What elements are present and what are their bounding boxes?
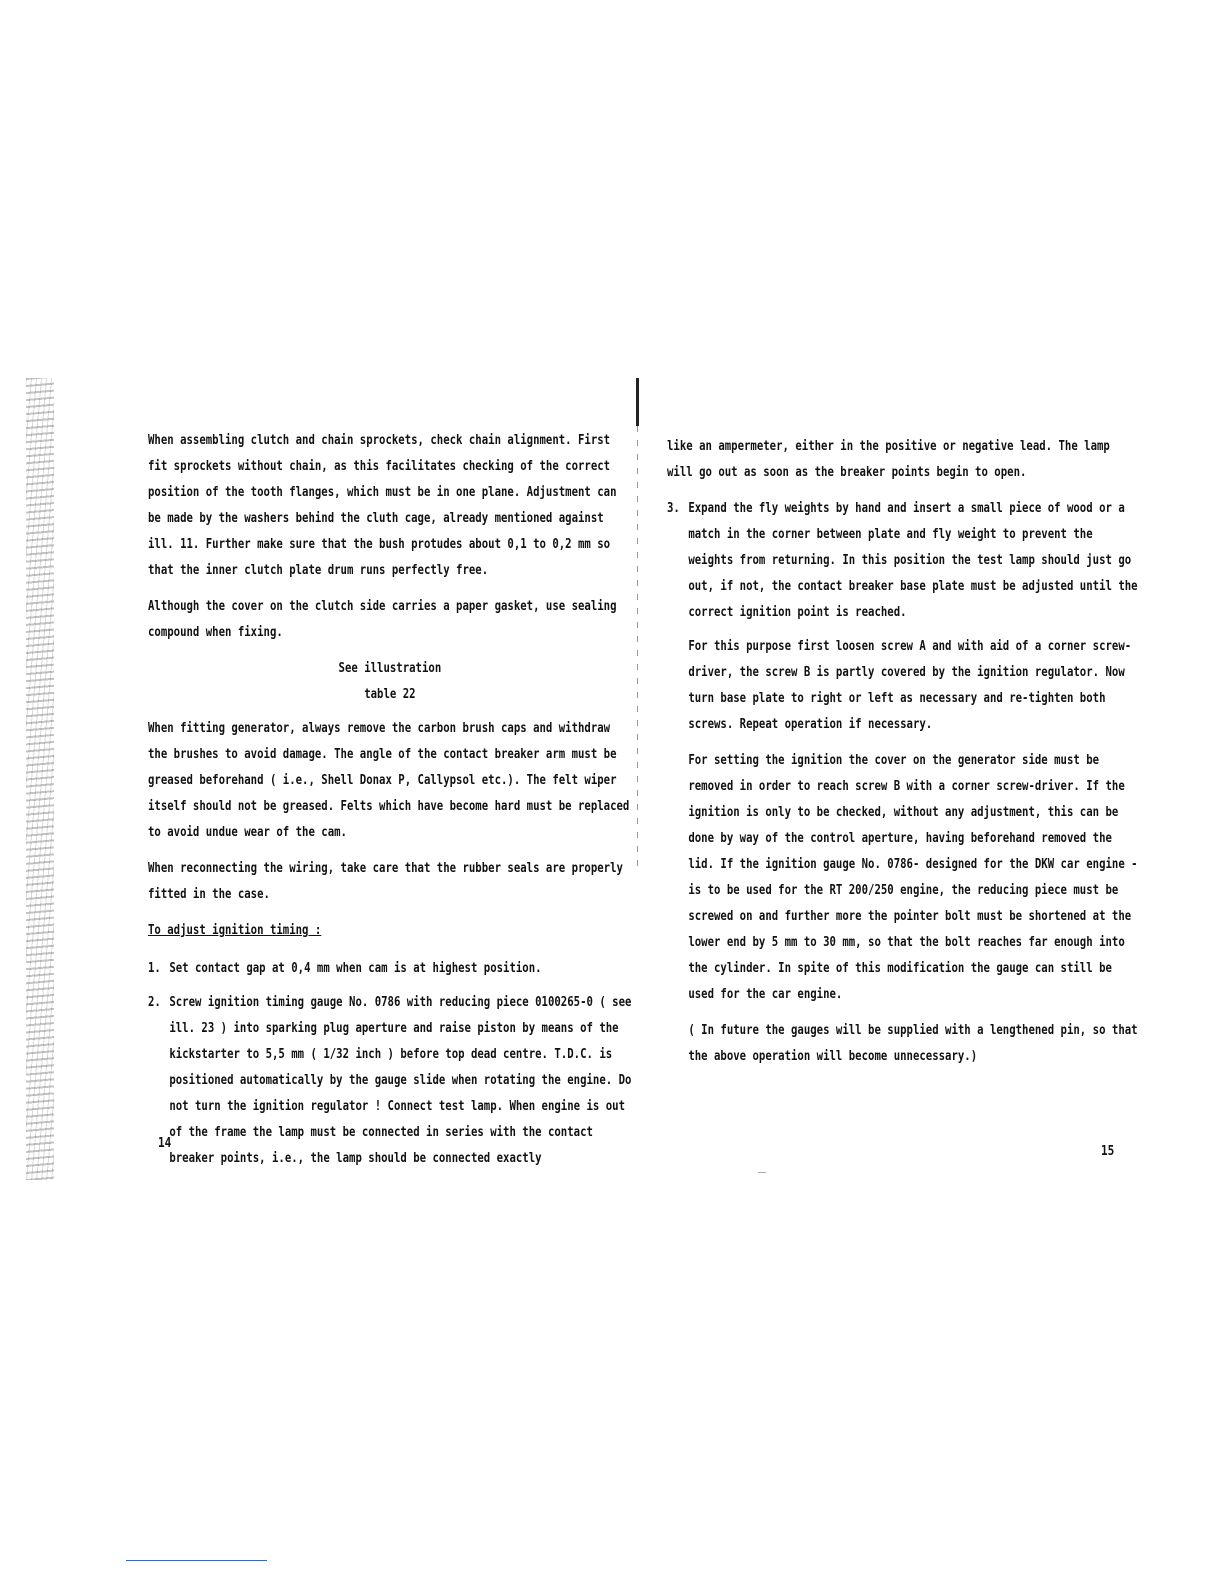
see-illustration: See illustration [338, 661, 442, 676]
step-text: Set contact gap at 0,4 mm when cam is at highest position. [169, 961, 542, 976]
section-heading-ignition-timing: To adjust ignition timing : [148, 923, 322, 938]
paragraph-screw-adjustment: For this purpose first loosen screw A and with aid of a corner screw-driver, the screw B is partly covered by the ignition regulator. Now turn base plate to right or left as necessary and re-tighten both screws. Repeat operation if necessary. [688, 639, 1132, 732]
step-3 [667, 496, 1141, 626]
page-number-right: 15 [1101, 1144, 1115, 1159]
right-page-text [667, 434, 1141, 1080]
paragraph-clutch-assembly: When assembling clutch and chain sprockets, check chain alignment. First fit sprockets without chain, as this facilitates checking of the correct position of the tooth flanges, which must be in one plane. Adjustment can be made by the washers behind the cluth cage, already mentioned against ill. 11. Further make sure that the bush protudes about 0,1 to 0,2 mm so that the inner clutch plate drum runs perfectly free. [148, 433, 617, 578]
step-number: 2. [148, 995, 161, 1010]
paragraph-generator-fitting: When fitting generator, always remove the carbon brush caps and withdraw the brushes to avoid damage. The angle of the contact breaker arm must be greased beforehand ( i.e., Shell Donax P, Callypsol etc.). The felt wiper itself should not be greased. Felts which have become hard must be replaced to avoid undue wear of the cam. [148, 721, 630, 840]
paragraph-cover-gasket: Although the cover on the clutch side carries a paper gasket, use sealing compound when fixing. [148, 599, 617, 640]
step-text: Expand the fly weights by hand and insert a small piece of wood or a match in the corner between plate and fly weight to prevent the weights from returning. In this position the test lamp should just go out, if not, the contact breaker base plate must be adjusted until the correct ignition point is reached. [688, 501, 1138, 620]
left-page-text [148, 428, 632, 1180]
paragraph-setting-ignition: For setting the ignition the cover on the generator side must be removed in order to reach screw B with a corner screw-driver. If the ignition is only to be checked, without any adjustment, this can be done by way of the control aperture, having beforehand removed the lid. If the ignition gauge No. 0786- designed for the DKW car engine - is to be used for the RT 200/250 engine, the reducing piece must be screwed on and further more the pointer bolt must be shortened at the lower end by 5 mm to 30 mm, so that the bolt reaches far enough into the cylinder. In spite of this modification the gauge can still be used for the car engine. [688, 753, 1138, 1002]
step-text: Screw ignition timing gauge No. 0786 with reducing piece 0100265-0 ( see ill. 23 ) into sparking plug aperture and raise piston by means of the kickstarter to 5,5 mm ( 1/32 inch ) before top dead centre. T.D.C. is positioned automatically by the gauge slide when rotating the engine. Do not turn the ignition regulator ! Connect test lamp. When engine is out of the frame the lamp must be connected in series with the contact breaker points, i.e., the lamp should be connected exactly [169, 995, 632, 1166]
paragraph-future-gauges: ( In future the gauges will be supplied with a lengthened pin, so that the above operation will become unnecessary.) [688, 1023, 1138, 1064]
step-number: 1. [148, 961, 161, 976]
paragraph-continuation: like an ampermeter, either in the positive or negative lead. The lamp will go out as soon as the breaker points begin to open. [667, 439, 1110, 480]
page-number-left: 14 [158, 1136, 172, 1151]
step-2 [148, 990, 632, 1172]
step-number: 3. [667, 501, 680, 516]
step-1 [148, 956, 632, 982]
table-reference: table 22 [364, 687, 416, 702]
paragraph-wiring: When reconnecting the wiring, take care that the rubber seals are properly fitted in the case. [148, 861, 623, 902]
